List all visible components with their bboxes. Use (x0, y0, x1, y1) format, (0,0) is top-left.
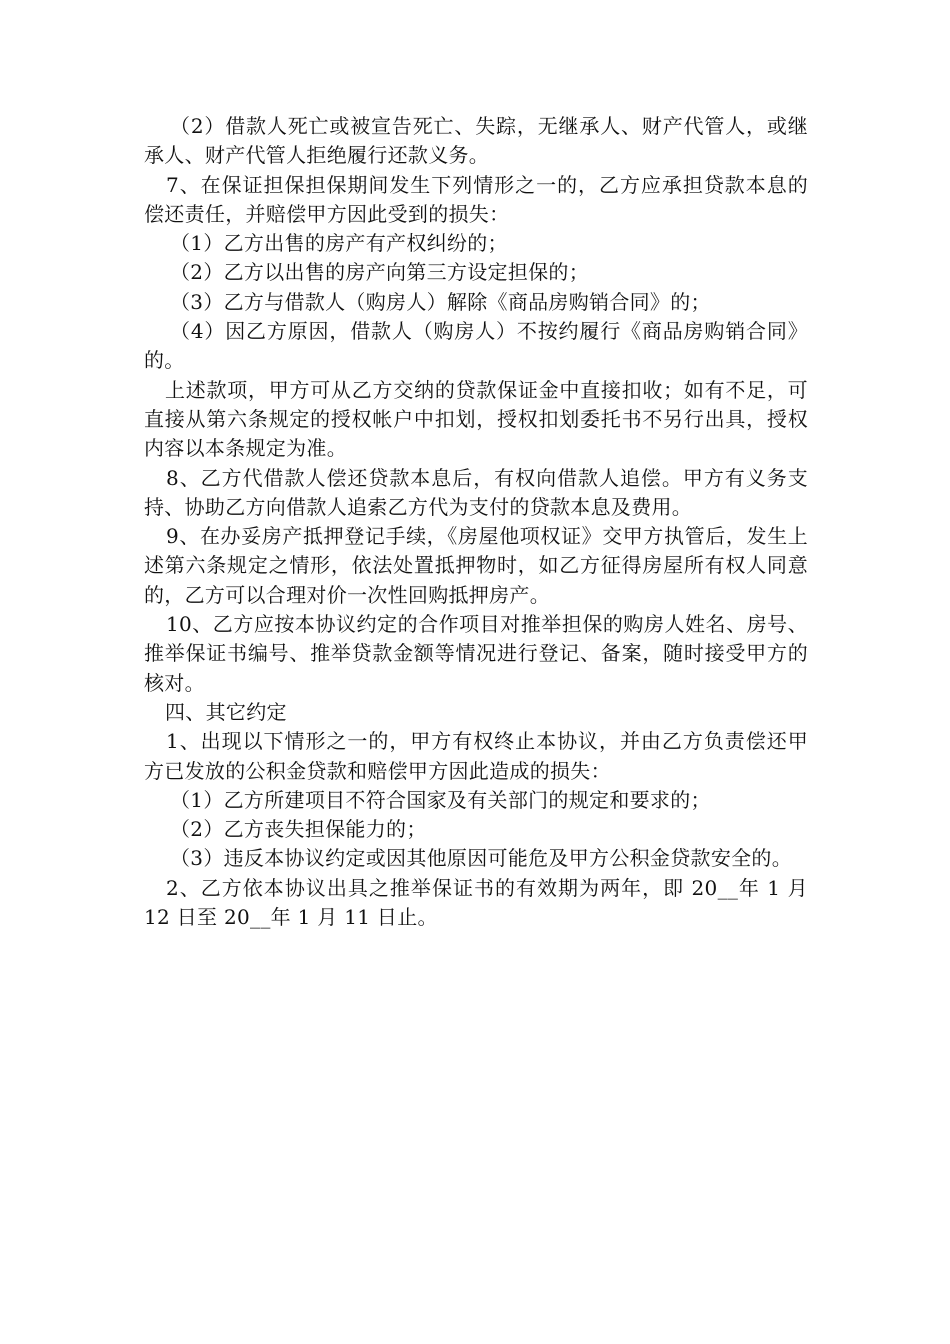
paragraph-clause-7-item-4: （4）因乙方原因，借款人（购房人）不按约履行《商品房购销合同》的。 (144, 319, 808, 373)
paragraph-other-1-item-1: （1）乙方所建项目不符合国家及有关部门的规定和要求的； (170, 787, 711, 812)
paragraph-deduction: 上述款项，甲方可从乙方交纳的贷款保证金中直接扣收；如有不足，可直接从第六条规定的授权帐户中扣划，授权扣划委托书不另行出具，授权内容以本条规定为准。 (144, 377, 808, 461)
paragraph-other-1-item-2: （2）乙方丧失担保能力的； (170, 817, 427, 842)
section-heading-other: 四、其它约定 (165, 699, 287, 724)
paragraph-clause-7-item-1: （1）乙方出售的房产有产权纠纷的； (170, 231, 508, 256)
paragraph-other-2: 2、乙方依本协议出具之推举保证书的有效期为两年，即 20__年 1 月 12 日至 20__年 1 月 11 日止。 (144, 875, 808, 930)
paragraph-clause-7-item-2: （2）乙方以出售的房产向第三方设定担保的； (170, 260, 590, 285)
paragraph-borrower-death: （2）借款人死亡或被宣告死亡、失踪，无继承人、财产代管人，或继承人、财产代管人拒绝履行还款义务。 (144, 114, 808, 168)
paragraph-clause-9: 9、在办妥房产抵押登记手续，《房屋他项权证》交甲方执管后，发生上述第六条规定之情形，依法处置抵押物时，如乙方征得房屋所有权人同意的，乙方可以合理对价一次性回购抵押房产。 (144, 524, 808, 607)
paragraph-other-1: 1、出现以下情形之一的，甲方有权终止本协议，并由乙方负责偿还甲方已发放的公积金贷款和赔偿甲方因此造成的损失： (144, 729, 808, 783)
paragraph-clause-7: 7、在保证担保担保期间发生下列情形之一的，乙方应承担贷款本息的偿还责任，并赔偿甲方因此受到的损失： (144, 172, 808, 226)
paragraph-clause-7-item-3: （3）乙方与借款人（购房人）解除《商品房购销合同》的； (170, 289, 711, 314)
document-body (144, 112, 808, 932)
paragraph-clause-8: 8、乙方代借款人偿还贷款本息后，有权向借款人追偿。甲方有义务支持、协助乙方向借款人追索乙方代为支付的贷款本息及费用。 (144, 465, 808, 519)
paragraph-other-1-item-3: （3）违反本协议约定或因其他原因可能危及甲方公积金贷款安全的。 (170, 846, 793, 871)
paragraph-clause-10: 10、乙方应按本协议约定的合作项目对推举担保的购房人姓名、房号、推举保证书编号、推举贷款金额等情况进行登记、备案，随时接受甲方的核对。 (144, 612, 808, 695)
